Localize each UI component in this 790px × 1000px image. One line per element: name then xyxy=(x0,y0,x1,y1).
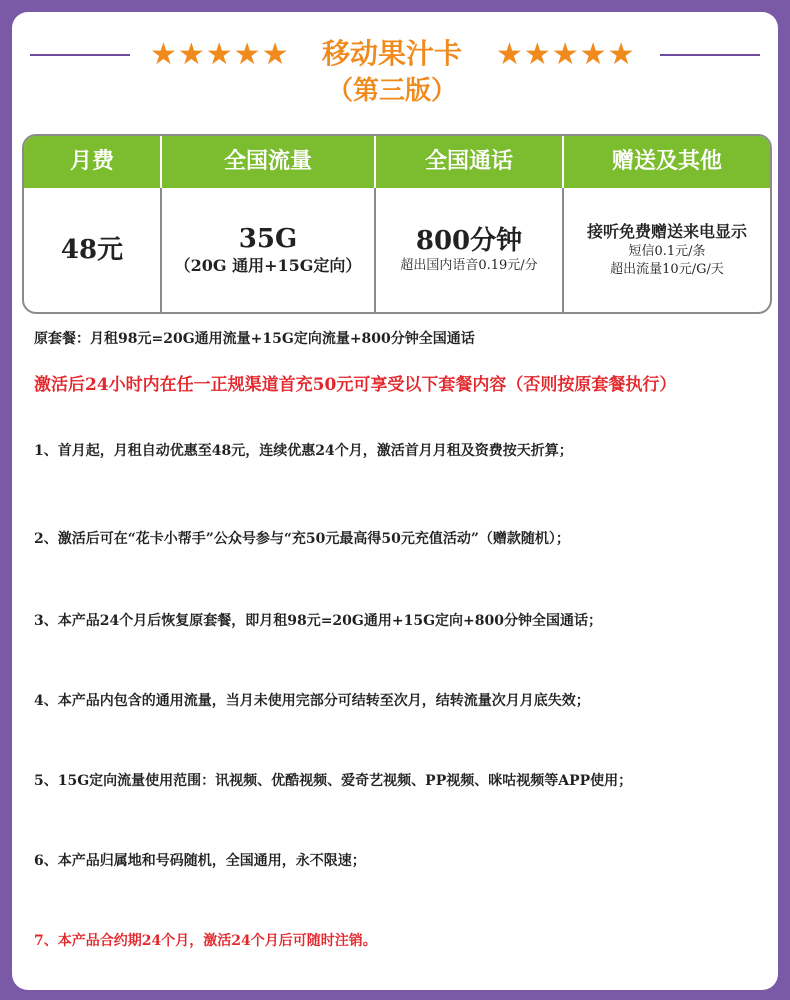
star-icons-right: ★★★★★ xyxy=(496,37,636,72)
monthly-fee-value: 48元 xyxy=(60,235,124,265)
header-calls: 全国通话 xyxy=(376,136,564,188)
header-data: 全国流量 xyxy=(162,136,376,188)
star-icons-left: ★★★★★ xyxy=(150,37,290,72)
cell-monthly-fee xyxy=(24,188,162,312)
bonus-sms: 短信0.1元/条 xyxy=(628,244,706,259)
data-breakdown: （20G 通用+15G定向） xyxy=(174,256,362,275)
original-plan-text: 原套餐：月租98元=20G通用流量+15G定向流量+800分钟全国通话 xyxy=(34,331,475,347)
bonus-main: 接听免费赠送来电显示 xyxy=(586,222,747,241)
plan-card xyxy=(12,12,778,990)
calls-overage: 超出国内语音0.19元/分 xyxy=(400,258,538,273)
cell-calls xyxy=(376,188,564,312)
list-item: 1、首月起，月租自动优惠至48元，连续优惠24个月，激活首月月租及资费按天折算； xyxy=(34,443,573,459)
cell-bonus xyxy=(564,188,770,312)
page-subtitle: （第三版） xyxy=(326,76,457,106)
list-item: 7、本产品合约期24个月，激活24个月后可随时注销。 xyxy=(34,933,377,949)
activation-notice: 激活后24小时内在任一正规渠道首充50元可享受以下套餐内容（否则按原套餐执行） xyxy=(34,375,677,395)
divider-left xyxy=(30,54,130,56)
plan-table-header xyxy=(24,136,770,188)
bonus-data-overage: 超出流量10元/G/天 xyxy=(610,262,724,277)
divider-right xyxy=(660,54,760,56)
list-item: 3、本产品24个月后恢复原套餐，即月租98元=20G通用+15G定向+800分钟全国通话； xyxy=(34,613,602,629)
header-monthly-fee: 月费 xyxy=(24,136,162,188)
data-total: 35G xyxy=(238,224,298,254)
list-item: 5、15G定向流量使用范围：讯视频、优酷视频、爱奇艺视频、PP视频、咪咕视频等APP使用； xyxy=(34,773,633,789)
list-item: 6、本产品归属地和号码随机，全国通用，永不限速； xyxy=(34,853,366,869)
page-title: 移动果汁卡 xyxy=(321,37,462,70)
list-item: 4、本产品内包含的通用流量，当月未使用完部分可结转至次月，结转流量次月月底失效； xyxy=(34,693,590,709)
calls-total: 800分钟 xyxy=(415,226,523,256)
plan-table xyxy=(22,134,772,314)
plan-table-row xyxy=(24,188,770,312)
cell-data xyxy=(162,188,376,312)
header-bonus: 赠送及其他 xyxy=(611,149,722,174)
poster-header xyxy=(12,12,778,122)
list-item: 2、激活后可在“花卡小帮手”公众号参与“充50元最高得50元充值活动”（赠款随机）； xyxy=(34,531,570,547)
